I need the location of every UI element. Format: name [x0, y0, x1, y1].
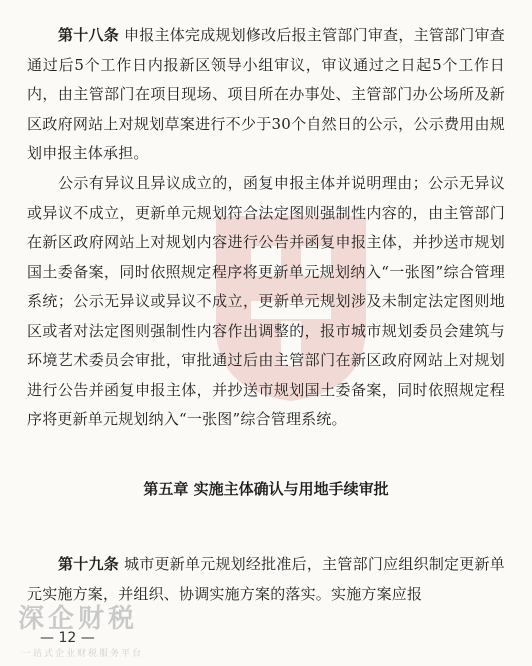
article-19-text: 城市更新单元规划经批准后，主管部门应组织制定更新单元实施方案，并组织、协调实施方案的落实。实施方案应报 [27, 555, 505, 603]
article-18-text: 申报主体完成规划修改后报主管部门审查，主管部门审查通过后5个工作日内报新区领导小组审议，审议通过之日起5个工作日内，由主管部门在项目现场、项目所在办事处、主管部门办公场所及新区政府网站上对规划草案进行不少于30个自然日的公示，公示费用由规划申报主体承担。 [27, 26, 505, 162]
page-number: — 12 — [40, 630, 95, 646]
article-18-paragraph-2 [27, 169, 505, 435]
article-19-label: 第十九条 [58, 555, 119, 573]
article-18-paragraph [27, 21, 505, 169]
chapter-title: 第五章 实施主体确认与用地手续审批 [143, 480, 389, 498]
article-18-text-2: 公示有异议且异议成立的，函复申报主体并说明理由；公示无异议或异议不成立，更新单元规划符合法定图则强制性内容的，由主管部门在新区政府网站上对规划内容进行公告并函复申报主体，并抄送市规划国土委备案，同时依照规定程序将更新单元规划纳入“一张图”综合管理系统；公示无异议或异议不成立，更新单元规划涉及未制定法定图则地区或者对法定图则强制性内容作出调整的，报市城市规划委员会建筑与环境艺术委员会审批，审批通过后由主管部门在新区政府网站上对规划进行公告并函复申报主体，并抄送市规划国土委备案，同时依照规定程序将更新单元规划纳入“一张图”综合管理系统。 [27, 174, 505, 428]
footer-watermark-subtitle: 一站式企业财税服务平台 [22, 649, 144, 659]
article-18-label: 第十八条 [58, 26, 119, 44]
footer-watermark: 深企财税 [18, 604, 139, 634]
